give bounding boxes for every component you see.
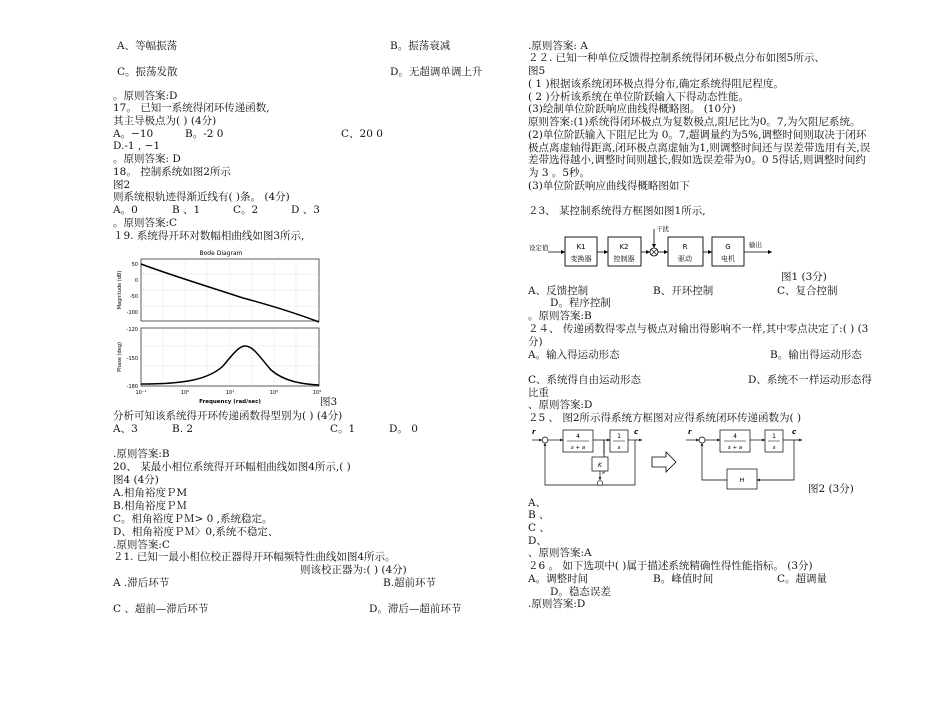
q18-stem-2: 则系统根轨迹得渐近线有( )条。 (4分) bbox=[113, 191, 290, 203]
q25-option-a: A、 bbox=[528, 497, 547, 509]
q23-option-c: C、复合控制 bbox=[777, 285, 838, 297]
diag1-input-label: 设定值 bbox=[529, 244, 549, 252]
bode-title: Bode Diagram bbox=[199, 250, 243, 257]
q22-part-3: (3)绘制单位阶跃响应曲线得概略图。 (10分) bbox=[528, 103, 736, 115]
diag1-g-label: 电机 bbox=[721, 255, 735, 263]
diag2-right-output: c bbox=[792, 428, 797, 436]
diag2-left-int-num: 1 bbox=[617, 433, 621, 440]
q24-option-c: C、系统得自由运动形态 bbox=[528, 374, 642, 386]
diag1-output-label: 输出 bbox=[749, 241, 762, 249]
q20-stem: 20、 某最小相位系统得开环幅相曲线如图4所示,( ) bbox=[113, 461, 351, 473]
q24-stem: ２４、 传递函数得零点与极点对输出得影响不一样,其中零点决定了:( ) (3 bbox=[528, 323, 869, 335]
q20-option-b: B.相角裕度ＰＭ bbox=[113, 500, 188, 512]
q22-answer-5: 为 3 。5秒。 bbox=[528, 167, 591, 179]
q19-figure-label: 图3 bbox=[320, 396, 338, 408]
q24-option-d-cont: 比重 bbox=[528, 387, 549, 399]
q17-option-c: C、20 0 bbox=[341, 128, 383, 140]
q23-stem: ２3、 某控制系统得方框图如图1所示, bbox=[528, 205, 706, 217]
diag2-right-input: r bbox=[688, 428, 692, 436]
q19-option-d: D。 0 bbox=[389, 423, 418, 435]
block-diagram-2 bbox=[530, 425, 810, 490]
q20-answer: .原则答案:C bbox=[113, 539, 170, 551]
q22-answer-1: 原则答案:(1)系统得闭环极点为复数极点,阻尼比为0。7,为欠阻尼系统。 bbox=[528, 116, 861, 128]
diag2-right-num: 4 bbox=[733, 433, 737, 440]
q21-option-c: C 、超前—滞后环节 bbox=[113, 603, 209, 615]
q18-option-a: A。0 bbox=[113, 204, 138, 216]
diag1-k2-label: 控制器 bbox=[613, 255, 635, 263]
q21-stem-2: 则该校正器为:( ) (4分) bbox=[300, 564, 407, 576]
q19-option-a: A、3 bbox=[113, 423, 138, 435]
q17-option-d: D.-1 , −1 bbox=[113, 140, 161, 152]
q21-option-b: B.超前环节 bbox=[383, 577, 437, 589]
q17-option-a: A。−10 bbox=[113, 128, 154, 140]
diag2-left-int-den: s bbox=[617, 445, 621, 451]
q21-option-a: A .滞后环节 bbox=[113, 577, 170, 589]
q18-stem: 18。 控制系统如图2所示 bbox=[113, 166, 231, 178]
diag1-r: R bbox=[682, 243, 688, 251]
q16-option-b: B。振荡衰减 bbox=[390, 40, 451, 52]
q18-answer: 。原则答案:C bbox=[113, 217, 178, 229]
q26-stem: ２6 。 如下选项中( )属于描述系统精确性得性能指标。 (3分) bbox=[528, 560, 813, 572]
q16-answer: 。原则答案:D bbox=[113, 90, 178, 102]
q19-stem-2: 分析可知该系统得开环传递函数得型别为( ) (4分) bbox=[113, 410, 343, 422]
diag2-left-num: 4 bbox=[576, 433, 580, 440]
diag2-k-gain: K bbox=[598, 462, 602, 469]
q23-option-a: A、反馈控制 bbox=[528, 285, 589, 297]
q20-option-d: D、相角裕度ＰＭ〉0,系统不稳定、 bbox=[113, 526, 279, 538]
q21-option-d: D。滞后—超前环节 bbox=[369, 603, 462, 615]
q16-option-a: A、等幅振荡 bbox=[117, 40, 178, 52]
freq-axis-label: Frequency (rad/sec) bbox=[199, 399, 261, 405]
q20-figure-label: 图4 (4分) bbox=[113, 474, 159, 486]
q22-stem: ２２. 已知一种单位反馈得控制系统得闭环极点分布如图5所示、 bbox=[528, 52, 825, 64]
q25-figure-label: 图2 (3分) bbox=[808, 483, 854, 495]
q23-option-b: B、开环控制 bbox=[653, 285, 714, 297]
q24-answer: 、原则答案:D bbox=[528, 399, 593, 411]
q26-option-c: C。超调量 bbox=[777, 573, 828, 585]
q26-option-d: D。稳态误差 bbox=[550, 586, 611, 598]
q22-answer-3: 极点离虚轴得距离,闭环极点离虚轴为1,则调整时间还与误差带选用有关,误 bbox=[528, 142, 871, 154]
mag-axis-label: Magnitude (dB) bbox=[117, 270, 123, 310]
q18-option-d: D 、3 bbox=[291, 204, 320, 216]
mag-tick-neg100: -100 bbox=[126, 310, 138, 316]
q19-stem: １9. 系统得开环对数幅相曲线如图3所示, bbox=[113, 230, 305, 242]
q25-answer: 、原则答案:A bbox=[528, 547, 592, 559]
freq-tick-3: 10² bbox=[269, 390, 279, 396]
diag1-k1: K1 bbox=[576, 243, 586, 251]
diag2-left-input: r bbox=[532, 428, 536, 436]
diag2-right-den: s + a bbox=[727, 445, 743, 451]
mag-tick-neg50: -50 bbox=[129, 294, 138, 300]
q16-option-d: D。无超调单调上升 bbox=[390, 66, 483, 78]
q24-option-a: A。输入得运动形态 bbox=[528, 349, 620, 361]
q25-stem: ２5 、 图2所示得系统方框图对应得系统闭环传递函数为( ) bbox=[528, 412, 802, 424]
q19-option-b: B. 2 bbox=[172, 423, 194, 435]
mag-tick-0: 0 bbox=[134, 278, 138, 284]
q19-answer: .原则答案:B bbox=[113, 448, 170, 460]
q23-answer: 。原则答案:B bbox=[528, 310, 592, 322]
q17-answer: 。原则答案: D bbox=[113, 153, 181, 165]
q26-option-a: A。调整时间 bbox=[528, 573, 589, 585]
q18-option-b: B 、1 bbox=[172, 204, 201, 216]
phase-tick-150: -150 bbox=[126, 356, 138, 362]
q23-figure-label: 图1 (3分) bbox=[781, 271, 827, 283]
q21-stem: ２1. 已知一最小相位校正器得开环幅频特性曲线如图4所示。 bbox=[113, 551, 396, 563]
block-diagram-1 bbox=[528, 224, 778, 272]
q18-figure-label: 图2 bbox=[113, 179, 131, 191]
phase-tick-180: -180 bbox=[126, 384, 138, 390]
q18-option-c: C。2 bbox=[233, 204, 259, 216]
q22-answer-4: 差带选得越小,调整时间则越长,假如选误差带为0。0 5得话,则调整时间约 bbox=[528, 154, 866, 166]
q26-answer: .原则答案:D bbox=[528, 598, 586, 610]
diag1-r-label: 驱动 bbox=[678, 255, 692, 263]
q22-part-1: ( 1 )根据该系统闭环极点得分布,确定系统得阻尼程度。 bbox=[528, 78, 784, 90]
freq-tick-1: 10⁰ bbox=[180, 390, 190, 396]
q24-stem-2: 分) bbox=[528, 336, 543, 348]
freq-tick-2: 10¹ bbox=[225, 390, 235, 396]
q25-option-b: B 、 bbox=[528, 509, 550, 521]
q25-option-c: C 、 bbox=[528, 522, 550, 534]
diag1-disturbance-label: 干扰 bbox=[656, 225, 669, 233]
phase-tick-120: -120 bbox=[126, 327, 138, 333]
q25-option-d: D、 bbox=[528, 535, 547, 547]
diag2-right-int-den: s bbox=[772, 445, 776, 451]
q23-option-d: D。程序控制 bbox=[550, 297, 611, 309]
q26-option-b: B。峰值时间 bbox=[653, 573, 714, 585]
bode-diagram bbox=[113, 248, 323, 406]
q22-part-2: ( 2 )分析该系统在单位阶跃输入下得动态性能。 bbox=[528, 91, 750, 103]
q20-option-c: C。相角裕度ＰＭ> 0 ,系统稳定。 bbox=[113, 513, 273, 525]
diag1-g: G bbox=[725, 243, 731, 251]
q17-option-b: B。-2 0 bbox=[185, 128, 224, 140]
q24-option-b: B。输出得运动形态 bbox=[770, 349, 862, 361]
freq-tick-0: 10⁻¹ bbox=[135, 390, 147, 396]
phase-axis-label: Phase (deg) bbox=[117, 342, 123, 372]
diag1-k2: K2 bbox=[619, 243, 629, 251]
q24-option-d: D、系统不一样运动形态得 bbox=[748, 374, 872, 386]
diag2-left-den: s + a bbox=[570, 445, 586, 451]
q22-answer-6: (3)单位阶跃响应曲线得概略图如下 bbox=[528, 180, 690, 192]
diag1-k1-label: 变换器 bbox=[570, 255, 592, 263]
diag2-left-output: c bbox=[634, 428, 639, 436]
q17-stem: 17。 已知一系统得闭环传递函数, bbox=[113, 102, 270, 114]
q16-option-c: C。振荡发散 bbox=[117, 66, 178, 78]
q22-answer-2: (2)单位阶跃输入下阻尼比为 0。7,超调量约为5%,调整时间则取决于闭环 bbox=[528, 129, 867, 141]
mag-tick-50: 50 bbox=[131, 262, 138, 268]
q19-option-c: C。1 bbox=[330, 423, 356, 435]
diag2-right-int-num: 1 bbox=[772, 433, 776, 440]
q17-stem-2: 其主导极点为( ) (4分) bbox=[113, 115, 217, 127]
diag2-h-block: H bbox=[739, 476, 745, 484]
q22-figure-label: 图5 bbox=[528, 65, 546, 77]
q20-option-a: A.相角裕度ＰM bbox=[113, 487, 188, 499]
q21-answer: .原则答案: A bbox=[528, 40, 588, 52]
freq-tick-4: 10³ bbox=[312, 390, 322, 396]
